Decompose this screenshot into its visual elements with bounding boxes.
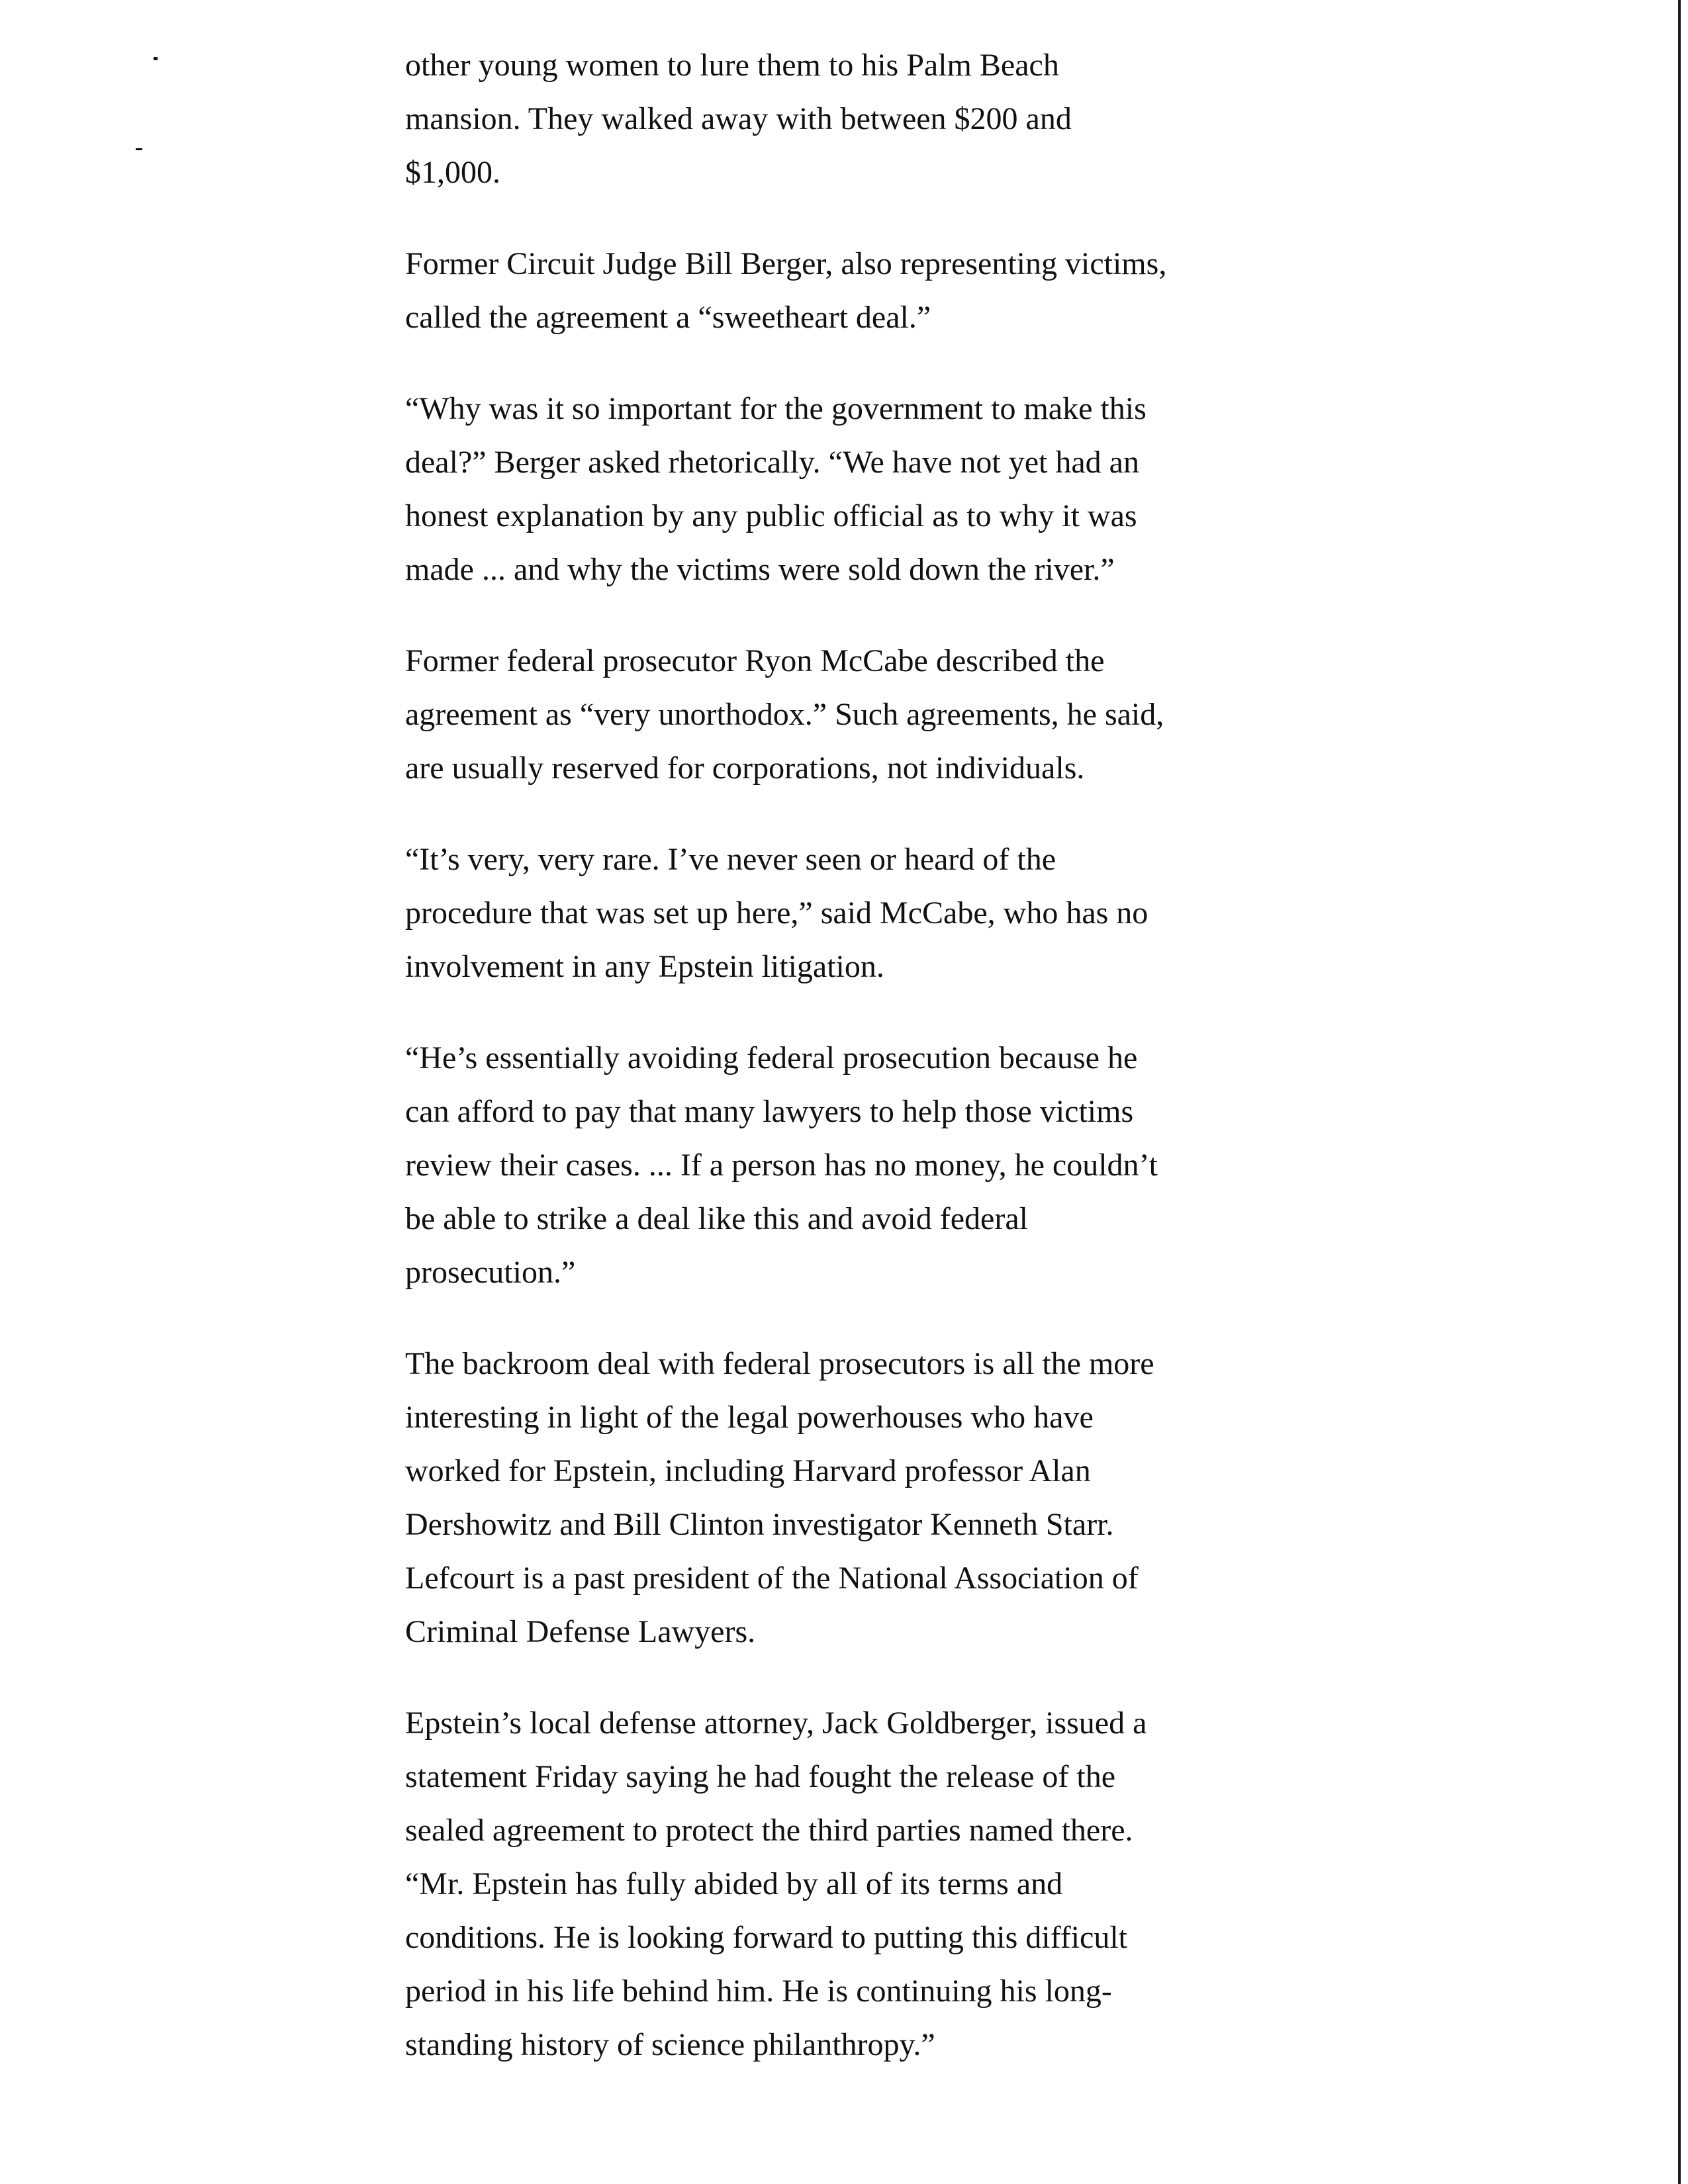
text-line: called the agreement a “sweetheart deal.”	[405, 300, 931, 335]
text-line: statement Friday saying he had fought the release of the	[405, 1759, 1115, 1794]
text-line: The backroom deal with federal prosecutors is all the more	[405, 1346, 1154, 1381]
text-line: “Mr. Epstein has fully abided by all of its terms and	[405, 1866, 1063, 1901]
text-line: worked for Epstein, including Harvard professor Alan	[405, 1453, 1091, 1488]
text-line: be able to strike a deal like this and avoid federal	[405, 1201, 1028, 1236]
paragraph-8	[405, 1696, 1312, 2071]
page-edge-line	[1678, 0, 1681, 2184]
text-line: $1,000.	[405, 155, 500, 190]
paragraph-2	[405, 237, 1312, 344]
text-line: “It’s very, very rare. I’ve never seen or heard of the	[405, 842, 1056, 877]
text-line: mansion. They walked away with between $200 and	[405, 101, 1072, 136]
text-line: Former federal prosecutor Ryon McCabe described the	[405, 643, 1105, 678]
scan-speck	[154, 57, 158, 60]
text-line: Criminal Defense Lawyers.	[405, 1614, 756, 1649]
paragraph-6	[405, 1031, 1312, 1299]
text-line: period in his life behind him. He is continuing his long-	[405, 1974, 1112, 2009]
paragraph-5	[405, 833, 1312, 993]
paragraph-3	[405, 382, 1312, 596]
paragraph-7	[405, 1337, 1312, 1659]
text-line: “Why was it so important for the government to make this	[405, 391, 1147, 426]
paragraph-1	[405, 38, 1312, 199]
text-line: are usually reserved for corporations, not individuals.	[405, 751, 1085, 786]
text-line: Former Circuit Judge Bill Berger, also representing victims,	[405, 246, 1167, 281]
text-line: involvement in any Epstein litigation.	[405, 949, 884, 984]
text-line: conditions. He is looking forward to putting this difficult	[405, 1920, 1128, 1955]
text-line: agreement as “very unorthodox.” Such agreements, he said,	[405, 697, 1164, 732]
text-line: can afford to pay that many lawyers to help those victims	[405, 1094, 1134, 1129]
text-line: deal?” Berger asked rhetorically. “We have not yet had an	[405, 445, 1139, 480]
text-line: Lefcourt is a past president of the National Association of	[405, 1561, 1139, 1596]
text-line: other young women to lure them to his Palm Beach	[405, 48, 1059, 83]
text-line: sealed agreement to protect the third parties named there.	[405, 1813, 1133, 1848]
paragraph-4	[405, 634, 1312, 795]
text-line: prosecution.”	[405, 1255, 576, 1290]
scan-speck	[136, 148, 142, 150]
text-line: review their cases. ... If a person has no money, he couldn’t	[405, 1148, 1158, 1183]
text-line: Epstein’s local defense attorney, Jack Goldberger, issued a	[405, 1706, 1147, 1741]
text-line: honest explanation by any public official as to why it was	[405, 498, 1137, 533]
text-line: made ... and why the victims were sold down the river.”	[405, 552, 1115, 587]
text-line: interesting in light of the legal powerhouses who have	[405, 1400, 1094, 1435]
article-body	[405, 38, 1312, 2109]
text-line: Dershowitz and Bill Clinton investigator Kenneth Starr.	[405, 1507, 1114, 1542]
text-line: standing history of science philanthropy.”	[405, 2027, 935, 2062]
text-line: procedure that was set up here,” said McCabe, who has no	[405, 895, 1149, 931]
text-line: “He’s essentially avoiding federal prosecution because he	[405, 1040, 1138, 1075]
